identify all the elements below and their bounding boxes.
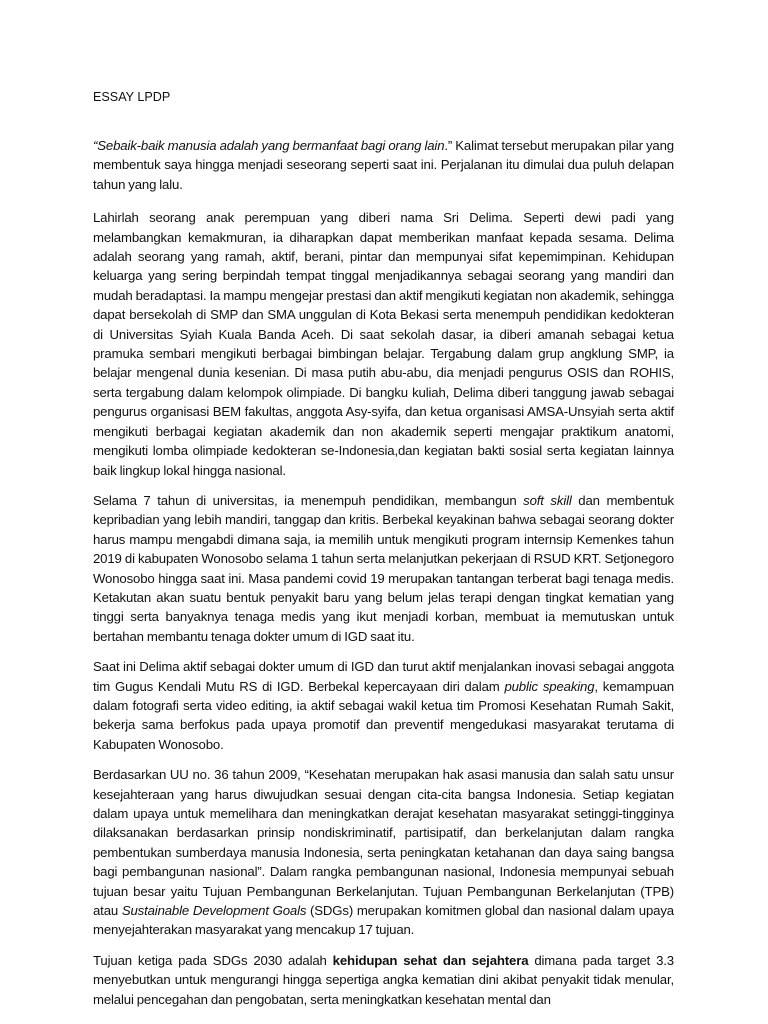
paragraph-4-text-b: , kemampuan dalam fotografi serta video editing, ia aktif sebagai wakil ketua tim Promosi Kesehatan Rumah Sakit, bekerja sama berfokus pada upaya promotif dan preventif mengedukasi masyarakat terutama di Kabupaten Wonosobo. <box>93 678 674 752</box>
document-page <box>93 88 674 1020</box>
paragraph-4 <box>93 657 674 754</box>
paragraph-4-emphasis: public speaking <box>504 678 595 694</box>
paragraph-5-text-b: (SDGs) merupakan komitmen global dan nasional dalam upaya menyejahterakan masyarakat yang mencakup 17 tujuan. <box>93 903 674 938</box>
paragraph-2: Lahirlah seorang anak perempuan yang diberi nama Sri Delima. Seperti dewi padi yang melambangkan kemakmuran, ia diharapkan dapat memberikan manfaat kepada sesama. Delima adalah seorang yang ramah, aktif, berani, pintar dan mempunyai sifat kepemimpinan. Kehidupan keluarga yang sering berpindah tempat tinggal menjadikannya sebagai seorang yang mandiri dan mudah beradaptasi. Ia mampu mengejar prestasi dan aktif mengikuti kegiatan non akademik, sehingga dapat bersekolah di SMP dan SMA unggulan di Kota Bekasi serta menempuh pendidikan kedokteran di Universitas Syiah Kuala Banda Aceh. Di saat sekolah dasar, ia diberi amanah sebagai ketua pramuka sembari mengikuti berbagai bimbingan belajar. Tergabung dalam grup angklung SMP, ia belajar mengenal dunia kesenian. Di masa putih abu-abu, dia menjadi pengurus OSIS dan ROHIS, serta tergabung dalam kelompok olimpiade. Di bangku kuliah, Delima diberi tanggung jawab sebagai pengurus organisasi BEM fakultas, anggota Asy-syifa, dan ketua organisasi AMSA-Unsyiah serta aktif mengikuti berbagai kegiatan akademik dan non akademik seperti mengajar praktikum anatomi, mengikuti lomba olimpiade kedokteran se-Indonesia,dan kegiatan bakti sosial serta kegiatan lainnya baik lingkup lokal hingga nasional. <box>93 210 674 478</box>
paragraph-3 <box>93 491 674 646</box>
paragraph-4-text-a: Saat ini Delima aktif sebagai dokter umum di IGD dan turut aktif menjalankan inovasi sebagai anggota tim Gugus Kendali Mutu RS di IGD. Berbekal kepercayaan diri dalam <box>93 659 674 694</box>
paragraph-3-emphasis: soft skill <box>523 492 572 508</box>
paragraph-1-text: .” Kalimat tersebut merupakan pilar yang membentuk saya hingga menjadi seseorang seperti saat ini. Perjalanan itu dimulai dua puluh delapan tahun yang lalu. <box>93 138 674 192</box>
paragraph-6-bold: kehidupan sehat dan sejahtera <box>332 952 529 968</box>
opening-quote: “Sebaik-baik manusia adalah yang bermanfaat bagi orang lain <box>93 138 445 153</box>
paragraph-6-text-a: Tujuan ketiga pada SDGs 2030 adalah <box>93 952 333 968</box>
paragraph-6 <box>93 951 674 1009</box>
paragraph-1 <box>93 136 674 194</box>
paragraph-5-emphasis: Sustainable Development Goals <box>121 903 307 919</box>
document-title: ESSAY LPDP <box>93 90 171 104</box>
paragraph-5-text-a: Berdasarkan UU no. 36 tahun 2009, “Kesehatan merupakan hak asasi manusia dan salah satu unsur kesejahteraan yang harus diwujudkan sesuai dengan cita-cita bangsa Indonesia. Setiap kegiatan dalam upaya untuk memelihara dan meningkatkan derajat kesehatan masyarakat setinggi-tingginya dilaksanakan berdasarkan prinsip nondiskriminatif, partisipatif, dan berkelanjutan dalam rangka pembentukan sumberdaya manusia Indonesia, serta peningkatan ketahanan dan daya saing bangsa bagi pembangunan nasional”. Dalam rangka pembangunan nasional, Indonesia mempunyai sebuah tujuan besar yaitu Tujuan Pembangunan Berkelanjutan. Tujuan Pembangunan Berkelanjutan (TPB) atau <box>93 767 674 919</box>
paragraph-3-text-a: Selama 7 tahun di universitas, ia menempuh pendidikan, membangun <box>93 492 524 508</box>
paragraph-5 <box>93 765 674 940</box>
paragraph-6-text-b: dimana pada target 3.3 menyebutkan untuk mengurangi hingga sepertiga angka kematian dini akibat penyakit tidak menular, melalui pencegahan dan pengobatan, serta meningkatkan kesehatan mental dan <box>93 952 674 1007</box>
paragraph-3-text-b: dan membentuk kepribadian yang lebih mandiri, tanggap dan kritis. Berbekal keyakinan bahwa sebagai seorang dokter harus mampu mengabdi dimana saja, ia memilih untuk mengikuti program internsip Kemenkes tahun 2019 di kabupaten Wonosobo selama 1 tahun serta melanjutkan pekerjaan di RSUD KRT. Setjonegoro Wonosobo hingga saat ini. Masa pandemi covid 19 merupakan tantangan terberat bagi tenaga medis. Ketakutan akan suatu bentuk penyakit baru yang belum jelas terapi dengan tingkat kematian yang tinggi serta banyaknya tenaga medis yang ikut menjadi korban, membuat ia memutuskan untuk bertahan membantu tenaga dokter umum di IGD saat itu. <box>93 492 674 644</box>
